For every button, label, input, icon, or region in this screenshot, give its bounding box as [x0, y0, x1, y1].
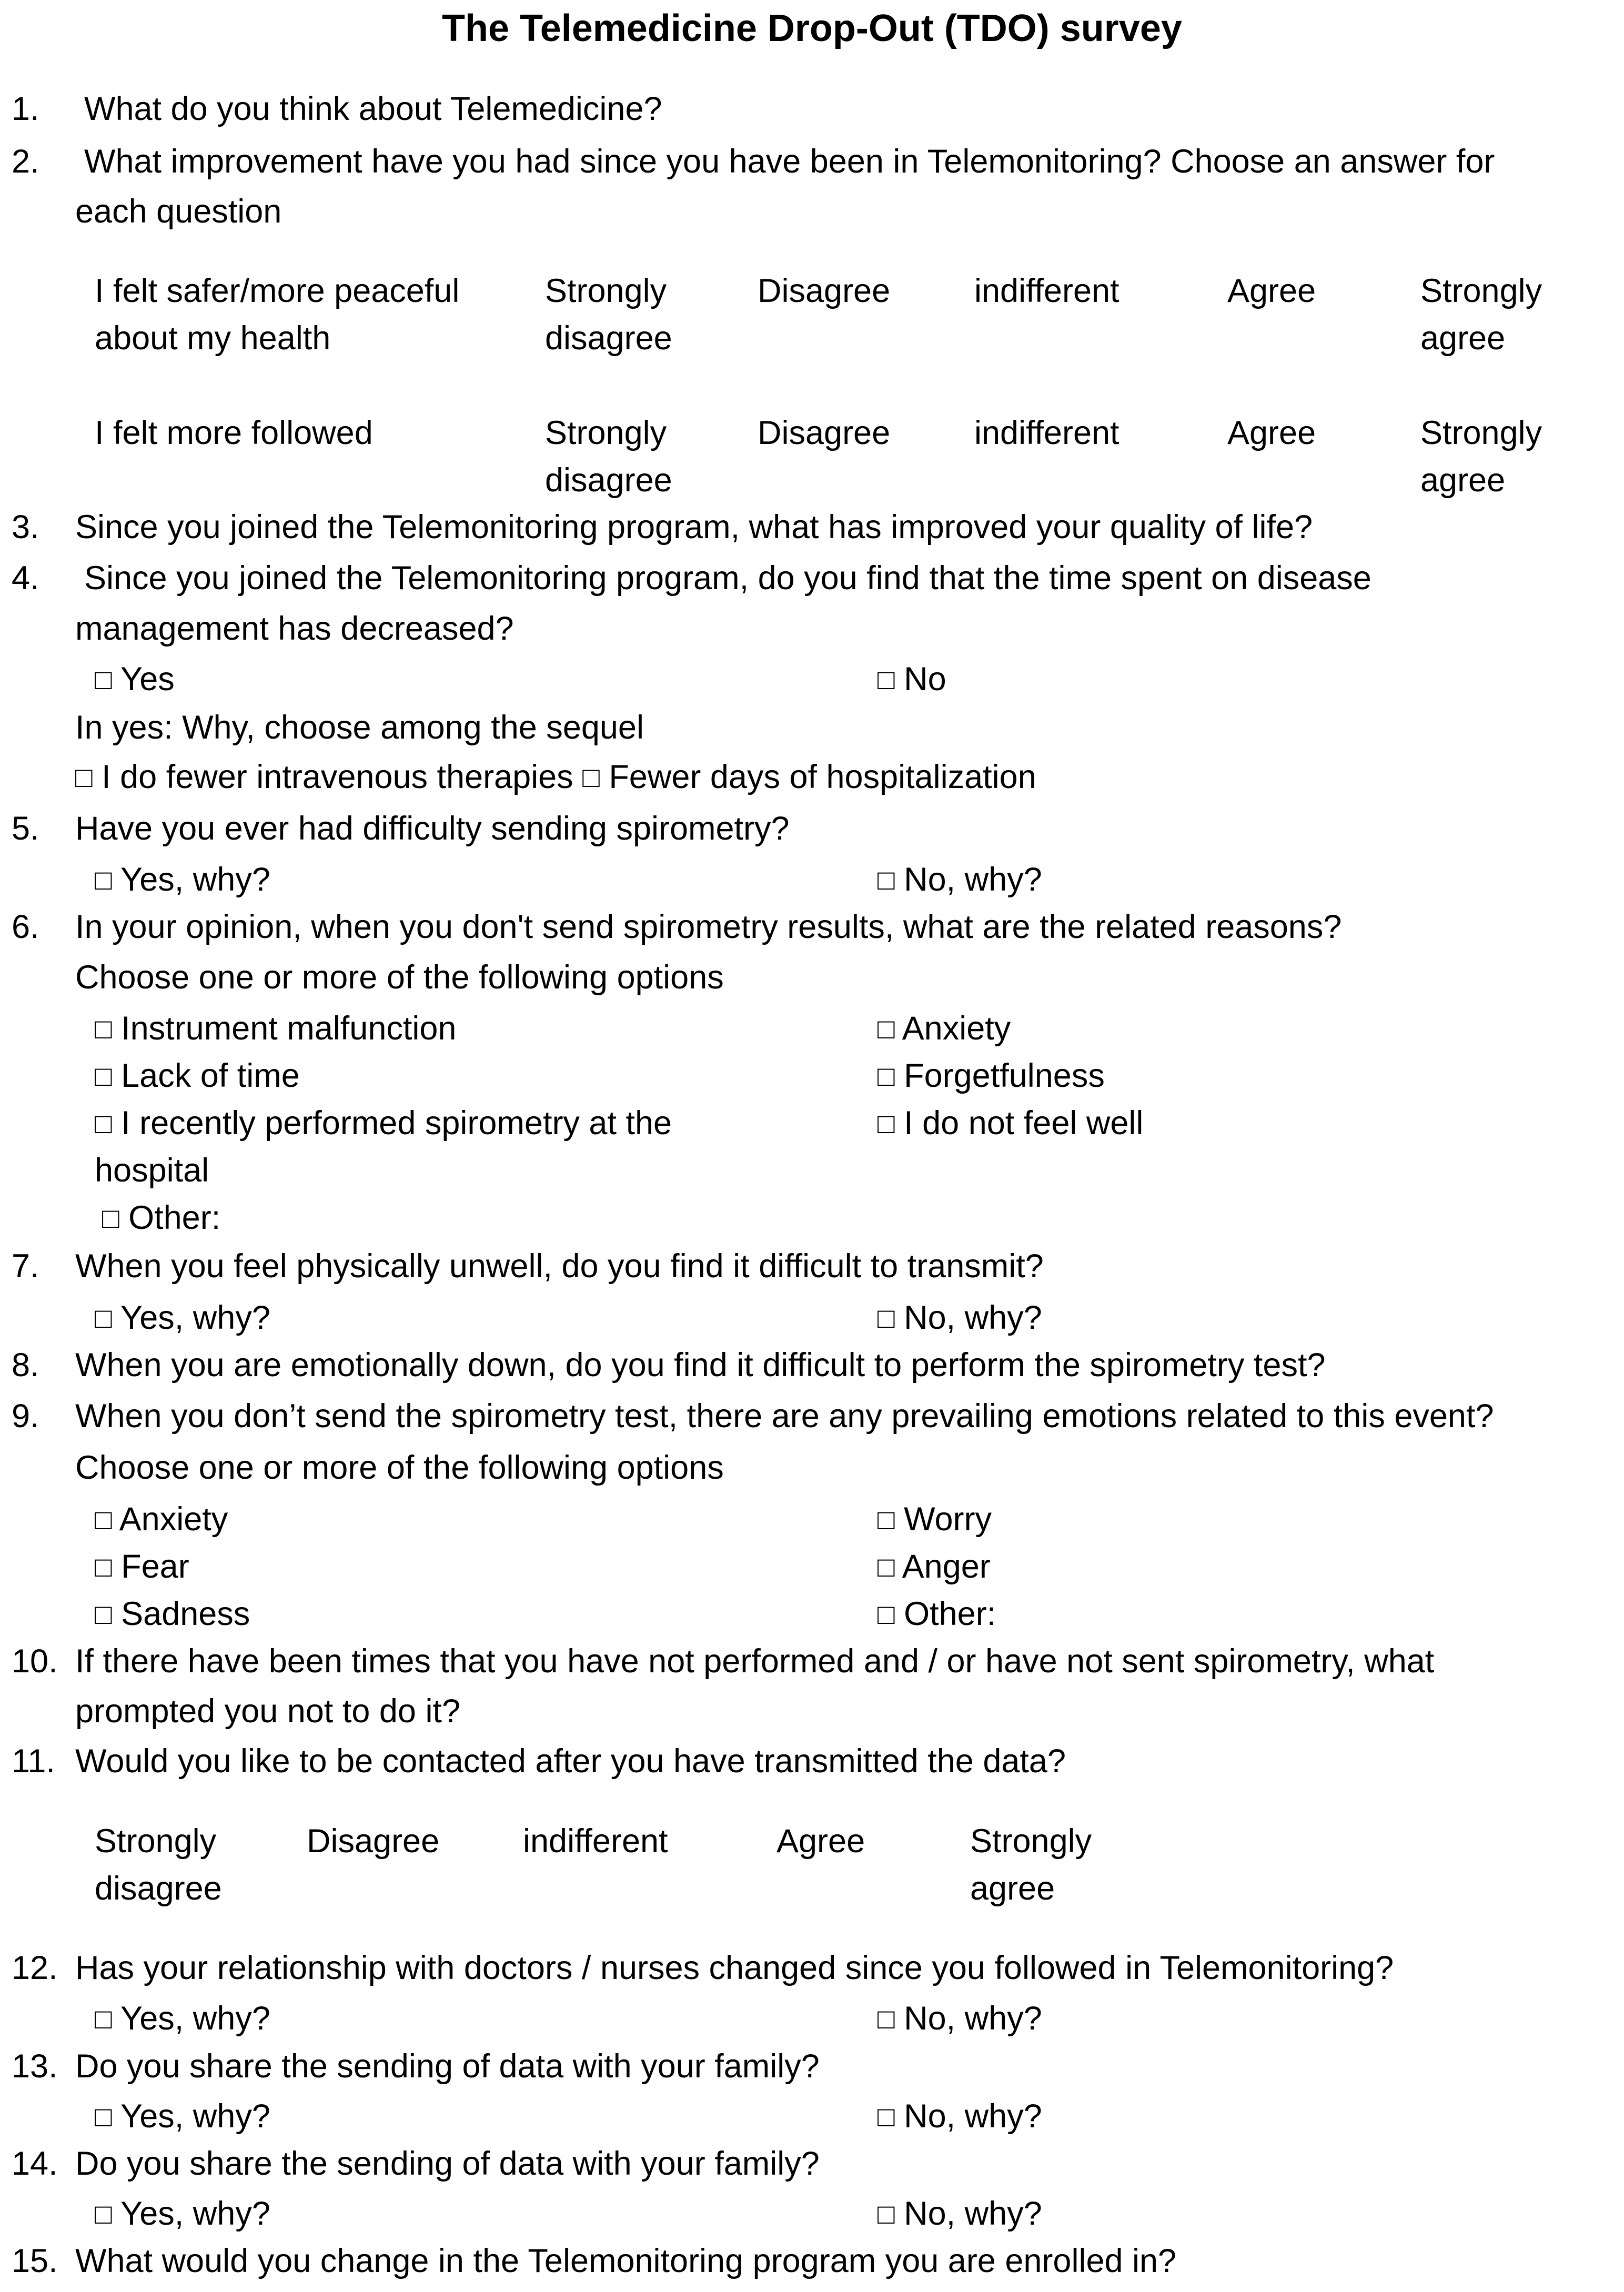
- q11-disagree[interactable]: Disagree: [307, 1823, 440, 1860]
- q2-number: 2.: [12, 143, 39, 180]
- q12-number: 12.: [12, 1950, 58, 1986]
- q15-number: 15.: [12, 2243, 58, 2279]
- q9-number: 9.: [12, 1398, 39, 1435]
- q7-number: 7.: [12, 1248, 39, 1285]
- q2-text-line1: What improvement have you had since you have been in Telemonitoring? Choose an answer for: [84, 143, 1495, 180]
- q11-strongly-agree-bottom[interactable]: agree: [970, 1870, 1055, 1907]
- checkbox-icon[interactable]: □: [877, 1599, 895, 1630]
- q2-row1-disagree[interactable]: Disagree: [758, 272, 891, 309]
- q6-option-lack-of-time[interactable]: [95, 1052, 300, 1101]
- q4-followup-options: [75, 753, 1036, 802]
- q9-option-fear[interactable]: [95, 1543, 189, 1592]
- q6-option-anxiety[interactable]: [877, 1005, 1011, 1054]
- q2-row1-label-line1: I felt safer/more peaceful: [95, 272, 460, 309]
- q12-text: Has your relationship with doctors / nurses changed since you followed in Telemonitoring?: [75, 1950, 1394, 1986]
- q6-text-line2: Choose one or more of the following options: [75, 959, 724, 996]
- option-label: Anger: [902, 1548, 991, 1585]
- q6-option-forgetfulness[interactable]: [877, 1052, 1105, 1101]
- q2-row2-indifferent[interactable]: indifferent: [974, 415, 1119, 451]
- checkbox-icon[interactable]: □: [75, 762, 93, 793]
- q11-agree[interactable]: Agree: [776, 1823, 865, 1860]
- checkbox-icon[interactable]: □: [877, 2101, 895, 2133]
- q5-text: Have you ever had difficulty sending spirometry?: [75, 810, 790, 847]
- q5-no-label: No, why?: [904, 861, 1042, 898]
- q4-no-option[interactable]: [877, 655, 946, 704]
- checkbox-icon[interactable]: □: [95, 1302, 112, 1334]
- option-label: Other:: [904, 1596, 996, 1632]
- checkbox-icon[interactable]: □: [95, 1108, 112, 1139]
- q2-row2-strongly-agree-bottom[interactable]: agree: [1420, 462, 1506, 499]
- q12-yes-option[interactable]: [95, 1995, 270, 2044]
- q2-row1-strongly-agree-bottom[interactable]: agree: [1420, 320, 1506, 357]
- q4-option-fewer-therapies[interactable]: I do fewer intravenous therapies: [102, 759, 573, 795]
- q13-yes-option[interactable]: [95, 2093, 270, 2142]
- q10-text-line2: prompted you not to do it?: [75, 1693, 460, 1730]
- checkbox-icon[interactable]: □: [95, 2101, 112, 2133]
- q15-text: What would you change in the Telemonitoring program you are enrolled in?: [75, 2243, 1177, 2279]
- option-label: Anxiety: [119, 1501, 228, 1538]
- q8-number: 8.: [12, 1347, 39, 1384]
- q14-number: 14.: [12, 2145, 58, 2182]
- q13-no-option[interactable]: [877, 2093, 1042, 2142]
- q2-row1-label-line2: about my health: [95, 320, 331, 357]
- checkbox-icon[interactable]: □: [95, 1061, 112, 1092]
- q2-row1-agree[interactable]: Agree: [1227, 272, 1316, 309]
- q11-text: Would you like to be contacted after you have transmitted the data?: [75, 1743, 1066, 1780]
- q12-no-label: No, why?: [904, 2000, 1042, 2037]
- q7-no-option[interactable]: [877, 1294, 1042, 1343]
- q5-number: 5.: [12, 810, 39, 847]
- q9-option-anxiety[interactable]: [95, 1496, 228, 1544]
- checkbox-icon[interactable]: □: [95, 1013, 112, 1045]
- q6-option-not-feel-well[interactable]: [877, 1099, 1143, 1148]
- q6-number: 6.: [12, 908, 39, 945]
- q14-text: Do you share the sending of data with your family?: [75, 2145, 820, 2182]
- q11-indifferent[interactable]: indifferent: [523, 1823, 668, 1860]
- q1-number: 1.: [12, 90, 39, 127]
- q11-strongly-disagree-top[interactable]: Strongly: [95, 1823, 217, 1860]
- q4-text-line2: management has decreased?: [75, 610, 514, 647]
- option-label: Fear: [121, 1548, 189, 1585]
- q1-text: What do you think about Telemedicine?: [84, 90, 662, 127]
- option-label: Instrument malfunction: [121, 1010, 457, 1047]
- q12-yes-label: Yes, why?: [120, 2000, 270, 2037]
- q2-row2-agree[interactable]: Agree: [1227, 415, 1316, 451]
- option-label: Sadness: [121, 1596, 250, 1632]
- q2-row1-strongly-agree-top[interactable]: Strongly: [1420, 272, 1542, 309]
- checkbox-icon[interactable]: □: [95, 864, 112, 896]
- q2-row1-indifferent[interactable]: indifferent: [974, 272, 1119, 309]
- checkbox-icon[interactable]: □: [877, 664, 895, 695]
- q9-text-line2: Choose one or more of the following options: [75, 1449, 724, 1486]
- q9-option-sadness[interactable]: [95, 1590, 250, 1639]
- q2-row1-strongly-disagree-top[interactable]: Strongly: [545, 272, 667, 309]
- q3-text: Since you joined the Telemonitoring program, what has improved your quality of life?: [75, 509, 1313, 546]
- q2-row2-disagree[interactable]: Disagree: [758, 415, 891, 451]
- option-label: Other:: [128, 1199, 221, 1236]
- q2-row2-strongly-disagree-top[interactable]: Strongly: [545, 415, 667, 451]
- q5-yes-option[interactable]: [95, 856, 270, 905]
- q6-option-other[interactable]: [102, 1194, 220, 1243]
- survey-title: The Telemedicine Drop-Out (TDO) survey: [442, 7, 1182, 49]
- q6-option-recent-spirometry[interactable]: [95, 1099, 672, 1148]
- q4-option-fewer-hospital-days[interactable]: Fewer days of hospitalization: [609, 759, 1036, 795]
- q14-no-option[interactable]: [877, 2190, 1042, 2239]
- q2-row2-strongly-agree-top[interactable]: Strongly: [1420, 415, 1542, 451]
- checkbox-icon[interactable]: □: [102, 1203, 119, 1234]
- q13-text: Do you share the sending of data with your family?: [75, 2048, 820, 2085]
- checkbox-icon[interactable]: □: [582, 762, 600, 793]
- q4-text-line1: Since you joined the Telemonitoring program, do you find that the time spent on disease: [84, 560, 1371, 597]
- q6-option-recent-spirometry-cont: hospital: [95, 1152, 209, 1189]
- checkbox-icon[interactable]: □: [95, 664, 112, 695]
- checkbox-icon[interactable]: □: [95, 1551, 112, 1583]
- q12-no-option[interactable]: [877, 1995, 1042, 2044]
- q6-text-line1: In your opinion, when you don't send spirometry results, what are the related reasons?: [75, 908, 1342, 945]
- q5-yes-label: Yes, why?: [120, 861, 270, 898]
- q4-followup: In yes: Why, choose among the sequel: [75, 709, 644, 746]
- q7-yes-label: Yes, why?: [120, 1299, 270, 1336]
- q11-strongly-agree-top[interactable]: Strongly: [970, 1823, 1092, 1860]
- q6-option-instrument-malfunction[interactable]: [95, 1005, 456, 1054]
- checkbox-icon[interactable]: □: [95, 1504, 112, 1536]
- checkbox-icon[interactable]: □: [877, 1551, 895, 1583]
- checkbox-icon[interactable]: □: [877, 1302, 895, 1334]
- q4-yes-label: Yes: [120, 661, 175, 698]
- q10-number: 10.: [12, 1643, 58, 1680]
- q11-number: 11.: [12, 1743, 55, 1780]
- checkbox-icon[interactable]: □: [95, 2003, 112, 2035]
- option-label: Lack of time: [121, 1057, 300, 1094]
- checkbox-icon[interactable]: □: [877, 1013, 895, 1045]
- q14-yes-option[interactable]: [95, 2190, 270, 2239]
- q14-no-label: No, why?: [904, 2195, 1042, 2232]
- q5-no-option[interactable]: [877, 856, 1042, 905]
- q9-option-other[interactable]: [877, 1590, 996, 1639]
- q8-text: When you are emotionally down, do you find it difficult to perform the spirometry test?: [75, 1347, 1326, 1384]
- q9-option-anger[interactable]: [877, 1543, 991, 1592]
- q9-text-line1: When you don’t send the spirometry test, there are any prevailing emotions related to this event?: [75, 1398, 1494, 1435]
- q2-row2-label: I felt more followed: [95, 415, 373, 451]
- q2-row2-strongly-disagree-bottom[interactable]: disagree: [545, 462, 672, 499]
- q13-yes-label: Yes, why?: [120, 2098, 270, 2135]
- checkbox-icon[interactable]: □: [877, 1061, 895, 1092]
- q7-no-label: No, why?: [904, 1299, 1042, 1336]
- checkbox-icon[interactable]: □: [877, 2198, 895, 2230]
- checkbox-icon[interactable]: □: [877, 1504, 895, 1536]
- option-label: I do not feel well: [904, 1105, 1144, 1142]
- q9-option-worry[interactable]: [877, 1496, 992, 1544]
- q7-text: When you feel physically unwell, do you find it difficult to transmit?: [75, 1248, 1044, 1285]
- q10-text-line1: If there have been times that you have not performed and / or have not sent spirometry, what: [75, 1643, 1435, 1680]
- q2-text-line2: each question: [75, 193, 282, 230]
- option-label: Forgetfulness: [904, 1057, 1105, 1094]
- checkbox-icon[interactable]: □: [877, 1108, 895, 1139]
- checkbox-icon[interactable]: □: [95, 2198, 112, 2230]
- q4-no-label: No: [904, 661, 946, 698]
- option-label: Anxiety: [902, 1010, 1011, 1047]
- q4-yes-option[interactable]: [95, 655, 175, 704]
- q2-row1-strongly-disagree-bottom[interactable]: disagree: [545, 320, 672, 357]
- q3-number: 3.: [12, 509, 39, 546]
- q13-no-label: No, why?: [904, 2098, 1042, 2135]
- checkbox-icon[interactable]: □: [877, 864, 895, 896]
- option-label: Worry: [904, 1501, 992, 1538]
- option-label: I recently performed spirometry at the: [121, 1105, 672, 1142]
- checkbox-icon[interactable]: □: [877, 2003, 895, 2035]
- q13-number: 13.: [12, 2048, 58, 2085]
- q4-number: 4.: [12, 560, 39, 597]
- q7-yes-option[interactable]: [95, 1294, 270, 1343]
- q14-yes-label: Yes, why?: [120, 2195, 270, 2232]
- checkbox-icon[interactable]: □: [95, 1599, 112, 1630]
- q11-strongly-disagree-bottom[interactable]: disagree: [95, 1870, 222, 1907]
